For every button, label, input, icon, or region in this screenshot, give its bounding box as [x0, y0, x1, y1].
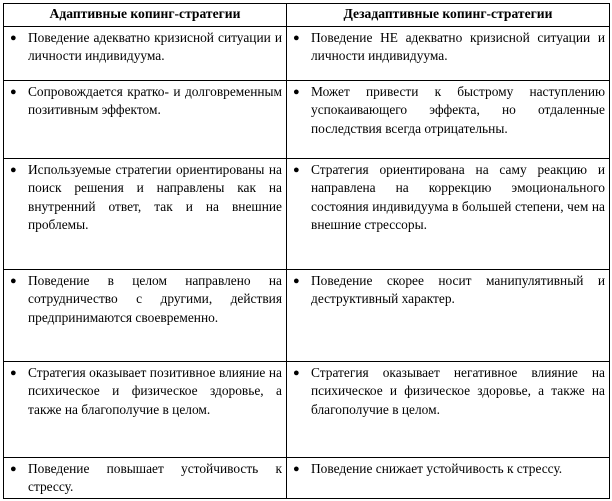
maladaptive-text: Стратегия оказывает негативное влияние на психическое и физическое здоровье, а также на благополучие в целом.	[311, 365, 605, 417]
adaptive-text: Поведение в целом направлено на сотрудничество с другими, действия предпринимаются своевременно.	[28, 273, 282, 325]
table-row	[4, 458, 610, 499]
maladaptive-cell	[287, 159, 610, 270]
bullet-icon: ●	[10, 463, 17, 475]
table-row	[4, 27, 610, 81]
adaptive-text: Сопровождается кратко- и долговременным позитивным эффектом.	[28, 84, 282, 118]
bullet-icon: ●	[293, 463, 300, 475]
bullet-icon: ●	[293, 275, 300, 287]
bullet-icon: ●	[10, 275, 17, 287]
bullet-icon: ●	[10, 367, 17, 379]
bullet-icon: ●	[10, 32, 17, 44]
adaptive-cell	[4, 159, 287, 270]
adaptive-text: Поведение повышает устойчивость к стрессу.	[28, 461, 282, 495]
maladaptive-cell	[287, 362, 610, 458]
adaptive-text: Используемые стратегии ориентированы на поиск решения и направлены как на внутренний ответ, так и на внешние проблемы.	[28, 162, 282, 233]
adaptive-cell	[4, 458, 287, 499]
maladaptive-text: Может привести к быстрому наступлению успокаивающего эффекта, но отдаленные последствия всегда отрицательны.	[311, 84, 605, 136]
header-row	[4, 4, 610, 27]
maladaptive-text: Поведение НЕ адекватно кризисной ситуации и личности индивидуума.	[311, 30, 605, 64]
adaptive-cell	[4, 362, 287, 458]
header-maladaptive: Дезадаптивные копинг-стратегии	[287, 4, 610, 27]
bullet-icon: ●	[293, 32, 300, 44]
maladaptive-cell	[287, 458, 610, 499]
maladaptive-cell	[287, 270, 610, 362]
adaptive-cell	[4, 81, 287, 159]
maladaptive-text: Стратегия ориентирована на саму реакцию и направлена на коррекцию эмоционального состояния индивидуума в большей степени, чем на внешние стрессоры.	[311, 162, 605, 233]
table-row	[4, 81, 610, 159]
maladaptive-text: Поведение снижает устойчивость к стрессу.	[311, 461, 563, 476]
bullet-icon: ●	[293, 86, 300, 98]
table-row	[4, 270, 610, 362]
adaptive-cell	[4, 270, 287, 362]
coping-strategies-table	[3, 3, 610, 499]
table-row	[4, 159, 610, 270]
maladaptive-cell	[287, 81, 610, 159]
maladaptive-text: Поведение скорее носит манипулятивный и деструктивный характер.	[311, 273, 605, 307]
maladaptive-cell	[287, 27, 610, 81]
header-adaptive: Адаптивные копинг-стратегии	[4, 4, 287, 27]
bullet-icon: ●	[293, 164, 300, 176]
adaptive-text: Стратегия оказывает позитивное влияние на психическое и физическое здоровье, а также на благополучие в целом.	[28, 365, 282, 417]
bullet-icon: ●	[293, 367, 300, 379]
table-row	[4, 362, 610, 458]
adaptive-cell	[4, 27, 287, 81]
bullet-icon: ●	[10, 86, 17, 98]
bullet-icon: ●	[10, 164, 17, 176]
adaptive-text: Поведение адекватно кризисной ситуации и личности индивидуума.	[28, 30, 282, 64]
